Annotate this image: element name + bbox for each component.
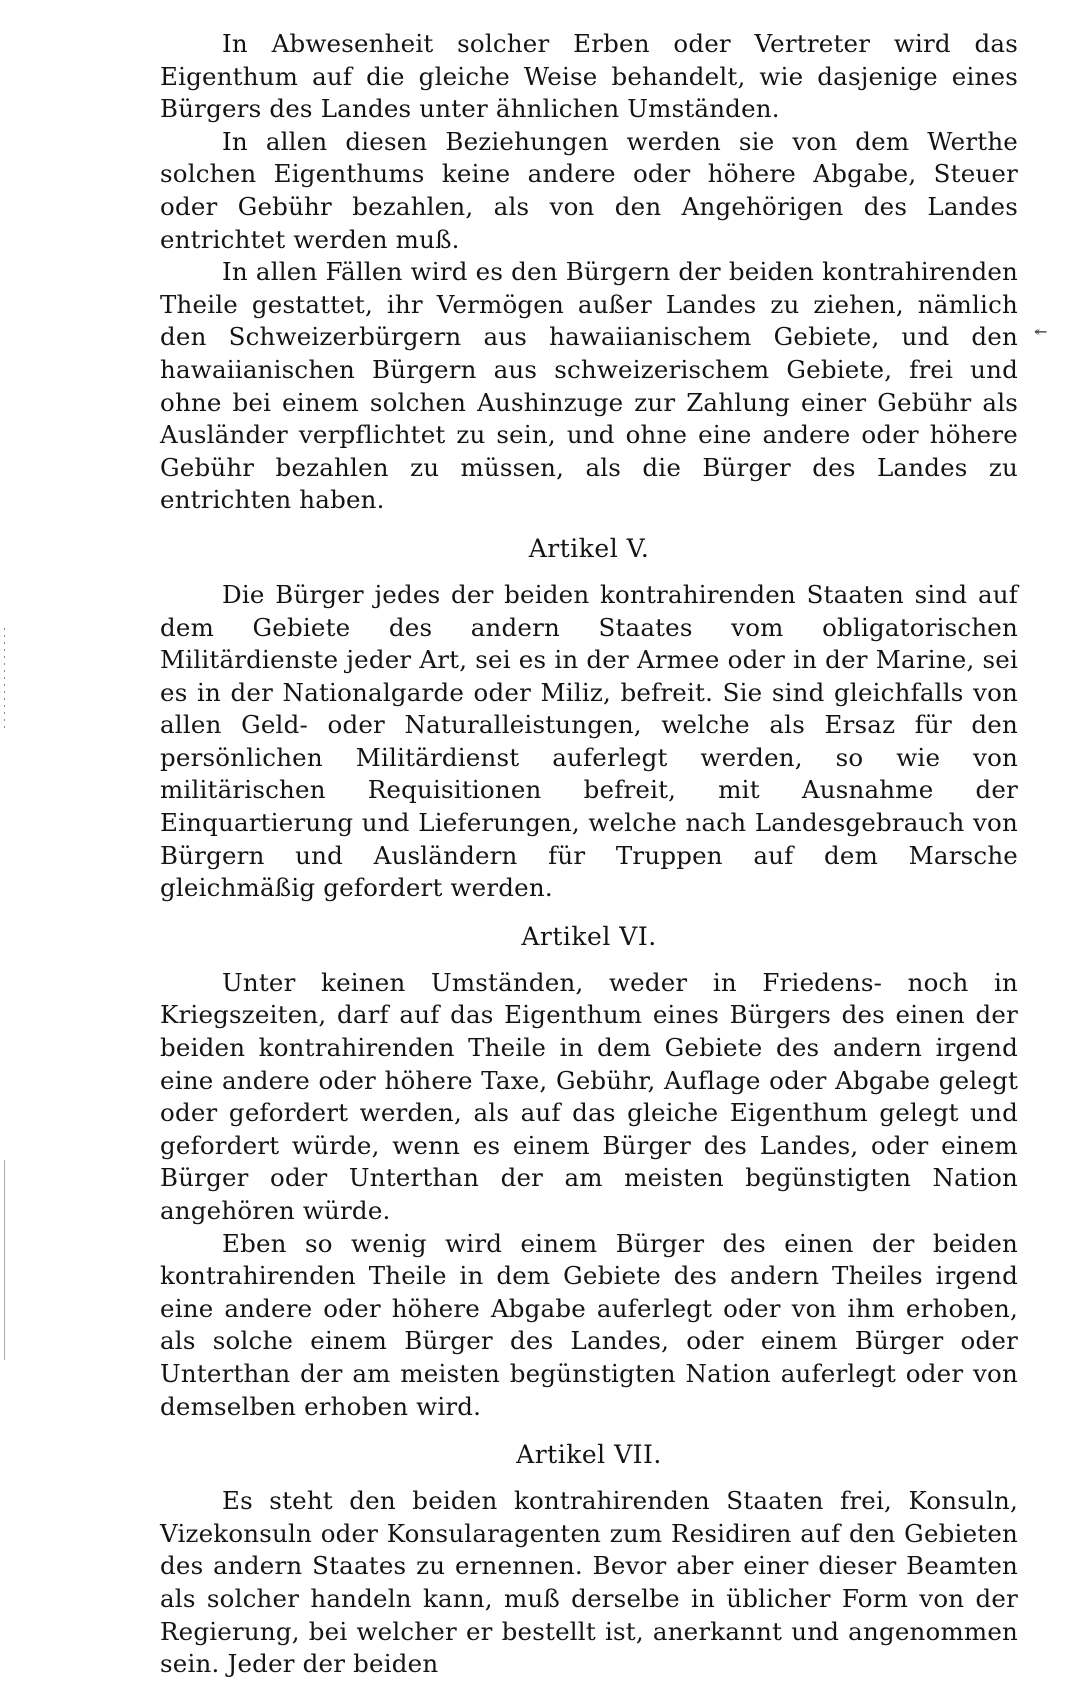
- paragraph-heirs-absence: In Abwesenheit solcher Erben oder Vertreter wird das Eigenthum auf die gleiche Weise behandelt, wie dasjenige eines Bürgers des Landes unter ähnlichen Umständen.: [160, 29, 1018, 124]
- article-5-paragraph: Die Bürger jedes der beiden kontrahirenden Staaten sind auf dem Gebiete des andern Staates vom obligatorischen Militärdienste jeder Art, sei es in der Armee oder in der Marine, sei es in der Nationalgarde oder Miliz, befreit. Sie sind gleichfalls von allen Geld- oder Naturalleistungen, welche als Ersaz für den persönlichen Militärdienst auferlegt werden, so wie von militärischen Requisitionen befreit, mit Ausnahme der Einquartierung und Lieferungen, welche nach Landesgebrauch von Bürgern und Ausländern für Truppen auf dem Marsche gleichmäßig gefordert werden.: [160, 579, 1018, 903]
- paragraph-property-taxes: In allen diesen Beziehungen werden sie von dem Werthe solchen Eigenthums keine andere oder höhere Abgabe, Steuer oder Gebühr bezahlen, als von den Angehörigen des Landes entrichtet werden muß.: [160, 126, 1018, 254]
- document-page: [160, 28, 1018, 1681]
- article-6-paragraph-1: Unter keinen Umständen, weder in Friedens- noch in Kriegszeiten, darf auf das Eigenthum eines Bürgers des einen der beiden kontrahirenden Theile in dem Gebiete des andern irgend eine andere oder höhere Taxe, Gebühr, Auflage oder Abgabe gelegt oder gefordert werden, als auf das gleiche Eigenthum gelegt und gefordert würde, wenn es einem Bürger des Landes, oder einem Bürger oder Unterthan der am meisten begünstigten Nation angehören würde.: [160, 967, 1018, 1225]
- article-6-heading: Artikel VI.: [521, 921, 657, 951]
- article-5-heading: Artikel V.: [528, 533, 650, 563]
- margin-arrow-mark: ↞: [1034, 322, 1048, 341]
- article-7-heading: Artikel VII.: [516, 1440, 662, 1470]
- scan-edge-mark: [4, 628, 5, 728]
- article-7-paragraph: Es steht den beiden kontrahirenden Staaten frei, Konsuln, Vizekonsuln oder Konsularagenten zum Residiren auf den Gebieten des andern Staates zu ernennen. Bevor aber einer dieser Beamten als solcher handeln kann, muß derselbe in üblicher Form von der Regierung, bei welcher er bestellt ist, anerkannt und angenommen sein. Jeder der beiden: [160, 1486, 1018, 1679]
- paragraph-property-withdrawal: In allen Fällen wird es den Bürgern der beiden kontrahirenden Theile gestattet, ihr Vermögen außer Landes zu ziehen, nämlich den Schweizerbürgern aus hawaiianischem Gebiete, und den hawaiianischen Bürgern aus schweizerischem Gebiete, frei und ohne bei einem solchen Aushinzuge zur Zahlung einer Gebühr als Ausländer verpflichtet zu sein, und ohne eine andere oder höhere Gebühr bezahlen zu müssen, als die Bürger des Landes zu entrichten haben.: [160, 257, 1018, 515]
- scan-edge-line: [4, 1160, 5, 1360]
- article-6-paragraph-2: Eben so wenig wird einem Bürger des einen der beiden kontrahirenden Theile in dem Gebiete des andern Theiles irgend eine andere oder höhere Abgabe auferlegt oder von ihm erhoben, als solche einem Bürger des Landes, oder einem Bürger oder Unterthan der am meisten begünstigten Nation auferlegt oder von demselben erhoben wird.: [160, 1228, 1018, 1421]
